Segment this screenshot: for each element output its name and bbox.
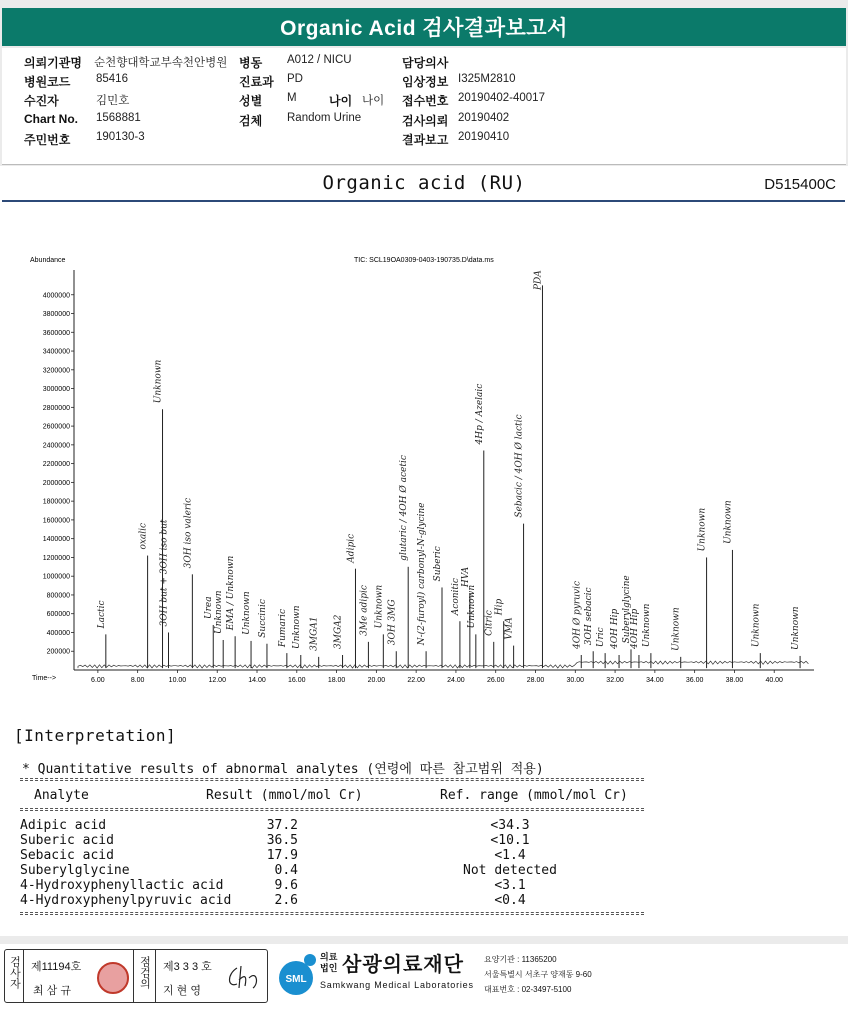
y-tick-label: 2400000 [42, 442, 70, 450]
peak-label: Aconitic [450, 578, 461, 616]
x-tick-label: 38.00 [725, 677, 744, 684]
y-tick-label: 1600000 [42, 517, 70, 525]
peak-label: Unknown [751, 603, 762, 648]
row-analyte: 4-Hydroxyphenylpyruvic acid [20, 893, 232, 908]
row-analyte: Suberylglycine [20, 863, 130, 878]
table-rule-top-2 [20, 780, 644, 781]
peak-label: Unknown [153, 359, 164, 404]
x-tick-label: 12.00 [208, 677, 226, 684]
checker-name: 지 현 영 [163, 985, 201, 997]
row-range: <10.1 [490, 833, 530, 848]
agency-number: 요양기관 : 11365200 [484, 955, 557, 964]
org-prefix [320, 952, 337, 974]
address: 서울특별시 서초구 양재동 9-60 [484, 970, 592, 979]
peak-label: Citric [484, 610, 495, 636]
phone: 대표번호 : 02-3497-5100 [484, 985, 572, 994]
org-name-en: Samkwang Medical Laboratories [320, 980, 474, 990]
x-tick-label: 32.00 [606, 677, 624, 684]
table-rule-mid-2 [20, 810, 644, 811]
row-range: <3.1 [494, 878, 526, 893]
peak-label: Unknown [697, 507, 708, 552]
x-tick-label: 30.00 [566, 677, 585, 684]
report-footer [0, 944, 848, 1014]
x-axis-title: Time--> [32, 675, 57, 682]
x-tick-label: 18.00 [327, 677, 346, 684]
peak-label: Unknown [723, 500, 734, 544]
checker-signature [223, 962, 263, 992]
interpretation-note: * Quantitative results of abnormal analytes (연령에 따른 참고범위 적용) [22, 762, 544, 777]
y-tick-label: 2000000 [42, 479, 70, 487]
y-tick-label: 1200000 [42, 554, 70, 562]
report-header [2, 8, 846, 46]
peak-label: Unknown [641, 603, 652, 648]
doctor-label: 담당의사 [402, 56, 449, 70]
peak-label: Uric [596, 627, 607, 648]
peak-label: Adipic [346, 533, 357, 563]
checker-license: 제3 3 3 호 [163, 961, 212, 973]
table-rule-mid [20, 808, 644, 809]
report-header-title: Organic Acid 검사결과보고서 [280, 17, 568, 40]
table-rule-bottom [20, 912, 644, 913]
peak-label: 4Hp / Azelaic [474, 383, 485, 445]
peak-label: Fumaric [277, 608, 288, 648]
sig-divider-3 [155, 950, 156, 1002]
x-tick-label: 10.00 [168, 677, 187, 684]
peak-label: 3OH but + 3OH iso but [159, 519, 170, 627]
sig-divider-1 [23, 950, 24, 1002]
x-tick-label: 24.00 [447, 677, 465, 684]
y-tick-label: 600000 [46, 611, 70, 619]
row-analyte: Sebacic acid [20, 848, 114, 863]
checker-label [137, 956, 151, 993]
requesting-org-label: 의뢰기관명 [24, 56, 82, 70]
id-no-value: 190130-3 [96, 131, 145, 143]
peak-label: Unknown [791, 606, 802, 650]
department-value: PD [287, 73, 303, 85]
y-tick-label: 3800000 [42, 311, 70, 319]
col-analyte: Analyte [34, 788, 89, 803]
y-tick-label: 2200000 [42, 461, 70, 469]
peak-label: 3MGA2 [333, 614, 344, 649]
peak-label: Succinic [257, 599, 268, 638]
requesting-org-value: 순천향대학교부속천안병원 [94, 57, 228, 69]
report-title: Organic acid (RU) [322, 172, 526, 194]
tester-license: 제11194호 [31, 961, 82, 973]
chromatogram-chart [24, 250, 824, 690]
clinical-info-label: 임상정보 [402, 75, 449, 89]
ward-label: 병동 [239, 56, 263, 70]
y-tick-label: 3200000 [42, 367, 70, 375]
x-tick-label: 20.00 [367, 677, 386, 684]
peak-label: glutaric / 4OH Ø acetic [399, 455, 410, 561]
y-tick-label: 3600000 [42, 329, 70, 337]
request-date-value: 20190402 [458, 112, 510, 124]
org-prefix-bottom: 법인 [320, 963, 338, 973]
row-range: <0.4 [494, 893, 526, 908]
age-value: 나이 [362, 95, 385, 107]
tester-seal [97, 962, 129, 994]
tester-label [7, 956, 21, 993]
patient-info-panel [2, 48, 846, 165]
peak-label: Unknown [214, 590, 225, 634]
col-result: Result (mmol/mol Cr) [206, 788, 363, 803]
y-tick-label: 800000 [46, 592, 70, 600]
peak-label: VMA [504, 617, 515, 640]
receipt-no-value: 20190402-40017 [458, 92, 545, 104]
peak-label: 3OH iso valeric [183, 497, 194, 569]
peak-label: EMA / Unknown [226, 555, 237, 631]
y-tick-label: 3000000 [42, 386, 70, 394]
y-tick-label: 4000000 [42, 292, 70, 300]
signature-box [4, 949, 268, 1003]
y-tick-label: 3400000 [42, 348, 70, 356]
peak-label: PDA [533, 270, 544, 290]
x-tick-label: 36.00 [685, 677, 704, 684]
row-analyte: Suberic acid [20, 833, 114, 848]
peak-label: 4OH Hip [629, 608, 640, 649]
peak-label: Unknown [291, 605, 302, 649]
report-code: D515400C [764, 176, 836, 193]
age-label: 나이 [329, 94, 353, 108]
row-analyte: 4-Hydroxyphenyllactic acid [20, 878, 224, 893]
org-prefix-top: 의료 [320, 952, 338, 962]
hospital-code-value: 85416 [96, 73, 128, 85]
ward-value: A012 / NICU [287, 54, 352, 66]
peak-label: Lactic [96, 600, 107, 629]
y-tick-label: 400000 [46, 629, 70, 637]
x-tick-label: 40.00 [765, 677, 783, 684]
x-tick-label: 6.00 [91, 677, 105, 684]
patient-value: 김민호 [96, 95, 130, 107]
x-tick-label: 14.00 [248, 677, 266, 684]
x-tick-label: 8.00 [130, 677, 145, 684]
logo-text: SML [285, 974, 307, 985]
patient-label: 수진자 [24, 94, 59, 108]
peak-label: Sebacic / 4OH Ø lactic [514, 414, 525, 518]
clinical-info-value: I325M2810 [458, 73, 516, 85]
x-tick-label: 16.00 [288, 677, 306, 684]
sml-logo-icon [272, 952, 316, 998]
row-result: 9.6 [274, 878, 298, 893]
y-tick-label: 200000 [46, 648, 70, 656]
y-tick-label: 2800000 [42, 404, 70, 412]
id-no-label: 주민번호 [24, 133, 71, 147]
y-axis-title: Abundance [30, 257, 66, 264]
y-tick-label: 1400000 [42, 536, 70, 544]
peak-label: 4OH Hip [610, 608, 621, 649]
department-label: 진료과 [239, 75, 274, 89]
x-tick-label: 28.00 [526, 677, 545, 684]
y-tick-label: 1800000 [42, 498, 70, 506]
table-rule-bottom-2 [20, 914, 644, 915]
sex-value: M [287, 92, 297, 104]
report-date-value: 20190410 [458, 131, 510, 143]
peak-label: Urea [204, 596, 215, 619]
peak-label: 4OH Ø pyruvic [572, 580, 583, 649]
peak-label: Unknown [374, 584, 385, 629]
chart-title: TIC: SCL19OA0309-0403-190735.D\data.ms [354, 257, 494, 264]
peak-label: 3OH 3MG [387, 599, 398, 646]
interpretation-heading: [Interpretation] [14, 726, 177, 745]
row-analyte: Adipic acid [20, 818, 107, 833]
table-rule-top [20, 778, 644, 779]
row-result: 17.9 [266, 848, 298, 863]
peak-label: Suberic [433, 546, 444, 582]
row-range: <1.4 [494, 848, 526, 863]
y-tick-label: 1000000 [42, 573, 70, 581]
tester-label-text: 검사자 [8, 956, 21, 989]
row-range: Not detected [463, 863, 557, 878]
baseline-trace [78, 661, 808, 668]
checker-label-text: 점검의 [138, 956, 151, 989]
row-result: 36.5 [266, 833, 298, 848]
sig-divider-2 [133, 950, 134, 1002]
peak-label: N-(2-furoyl) carbonyl-N-glycine [417, 502, 428, 646]
peak-label: Unknown [242, 591, 253, 635]
org-name: 삼광의료재단 [342, 954, 464, 976]
specimen-value: Random Urine [287, 112, 362, 124]
x-tick-label: 34.00 [646, 677, 664, 684]
report-sheet [0, 166, 848, 936]
tester-name: 최 삼 규 [33, 985, 71, 997]
title-divider [2, 200, 845, 202]
row-result: 0.4 [274, 863, 298, 878]
hospital-code-label: 병원코드 [24, 75, 71, 89]
row-range: <34.3 [490, 818, 530, 833]
x-tick-label: 26.00 [486, 677, 505, 684]
x-tick-label: 22.00 [407, 677, 425, 684]
sex-label: 성별 [239, 94, 263, 108]
peak-label: oxalic [138, 522, 149, 550]
peak-label: 3MGA1 [309, 616, 320, 651]
y-tick-label: 2600000 [42, 423, 70, 431]
specimen-label: 검체 [239, 114, 263, 128]
peak-label: Unknown [466, 584, 477, 629]
chart-no-label: Chart No. [24, 112, 78, 126]
peak-label: Suberylglycine [621, 575, 632, 644]
peak-label: 3Me adipic [359, 585, 370, 636]
peak-label: 3OH sebacic [584, 587, 595, 646]
request-date-label: 검사의뢰 [402, 114, 449, 128]
receipt-no-label: 접수번호 [402, 94, 449, 108]
peak-label: HVA [460, 566, 471, 588]
peak-label: Unknown [671, 607, 682, 651]
report-date-label: 결과보고 [402, 133, 449, 147]
row-result: 2.6 [274, 893, 298, 908]
row-result: 37.2 [266, 818, 298, 833]
chart-no-value: 1568881 [96, 112, 141, 124]
col-range: Ref. range (mmol/mol Cr) [440, 788, 628, 803]
peak-label: Hip [494, 598, 505, 616]
